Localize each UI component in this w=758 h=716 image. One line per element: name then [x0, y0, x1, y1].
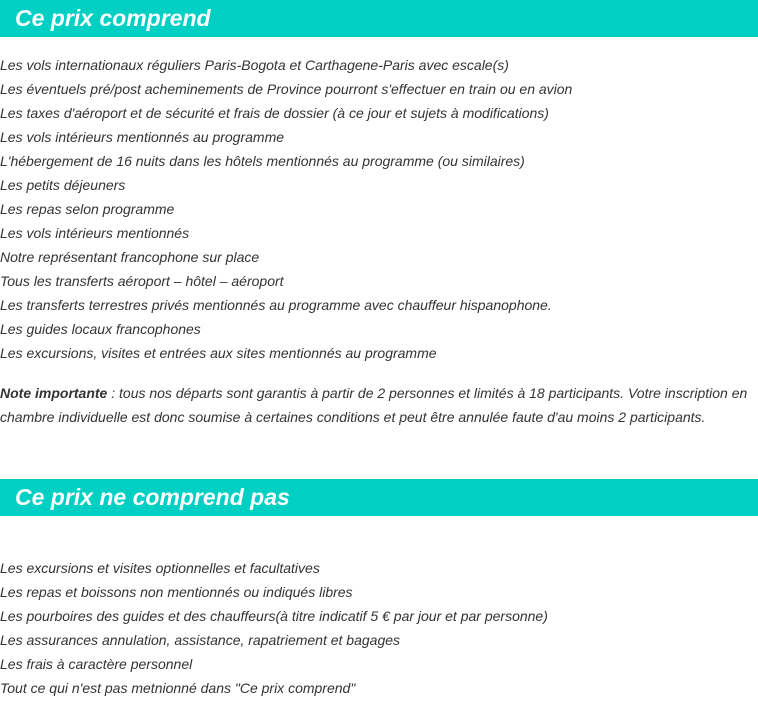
included-item: Les éventuels pré/post acheminements de Province pourront s'effectuer en train ou en avion [0, 81, 573, 97]
excluded-item: Tout ce qui n'est pas metnionné dans "Ce prix comprend" [0, 680, 356, 696]
excluded-item: Les pourboires des guides et des chauffeurs(à titre indicatif 5 € par jour et par personne) [0, 608, 548, 624]
included-item: Les vols intérieurs mentionnés [0, 225, 190, 241]
included-item: L'hébergement de 16 nuits dans les hôtels mentionnés au programme (ou similaires) [0, 153, 525, 169]
included-item: Notre représentant francophone sur place [0, 249, 260, 265]
included-section-title: Ce prix comprend [15, 5, 211, 31]
included-item: Les petits déjeuners [0, 177, 126, 193]
included-item: Tous les transferts aéroport – hôtel – aéroport [0, 273, 284, 289]
important-note-label: Note importante [0, 385, 108, 401]
important-note [0, 381, 756, 429]
excluded-section-header [0, 479, 758, 516]
included-item: Les transferts terrestres privés mentionnés au programme avec chauffeur hispanophone. [0, 297, 552, 313]
included-items-list [0, 53, 758, 365]
included-section-header [0, 0, 758, 37]
excluded-item: Les frais à caractère personnel [0, 656, 193, 672]
included-item: Les vols intérieurs mentionnés au programme [0, 129, 285, 145]
included-item: Les repas selon programme [0, 201, 175, 217]
excluded-item: Les repas et boissons non mentionnés ou indiqués libres [0, 584, 353, 600]
excluded-item: Les assurances annulation, assistance, rapatriement et bagages [0, 632, 401, 648]
important-note-text: : tous nos départs sont garantis à partir de 2 personnes et limités à 18 participants. Votre inscription en chambre individuelle est donc soumise à certaines conditions et peut être annulée faute d'au moins 2 participants. [0, 385, 748, 425]
included-item: Les excursions, visites et entrées aux sites mentionnés au programme [0, 345, 437, 361]
excluded-item: Les excursions et visites optionnelles et facultatives [0, 560, 320, 576]
included-item: Les taxes d'aéroport et de sécurité et frais de dossier (à ce jour et sujets à modifications) [0, 105, 549, 121]
excluded-section-title: Ce prix ne comprend pas [15, 484, 290, 510]
included-item: Les vols internationaux réguliers Paris-Bogota et Carthagene-Paris avec escale(s) [0, 57, 509, 73]
included-item: Les guides locaux francophones [0, 321, 201, 337]
excluded-items-list [0, 556, 758, 700]
